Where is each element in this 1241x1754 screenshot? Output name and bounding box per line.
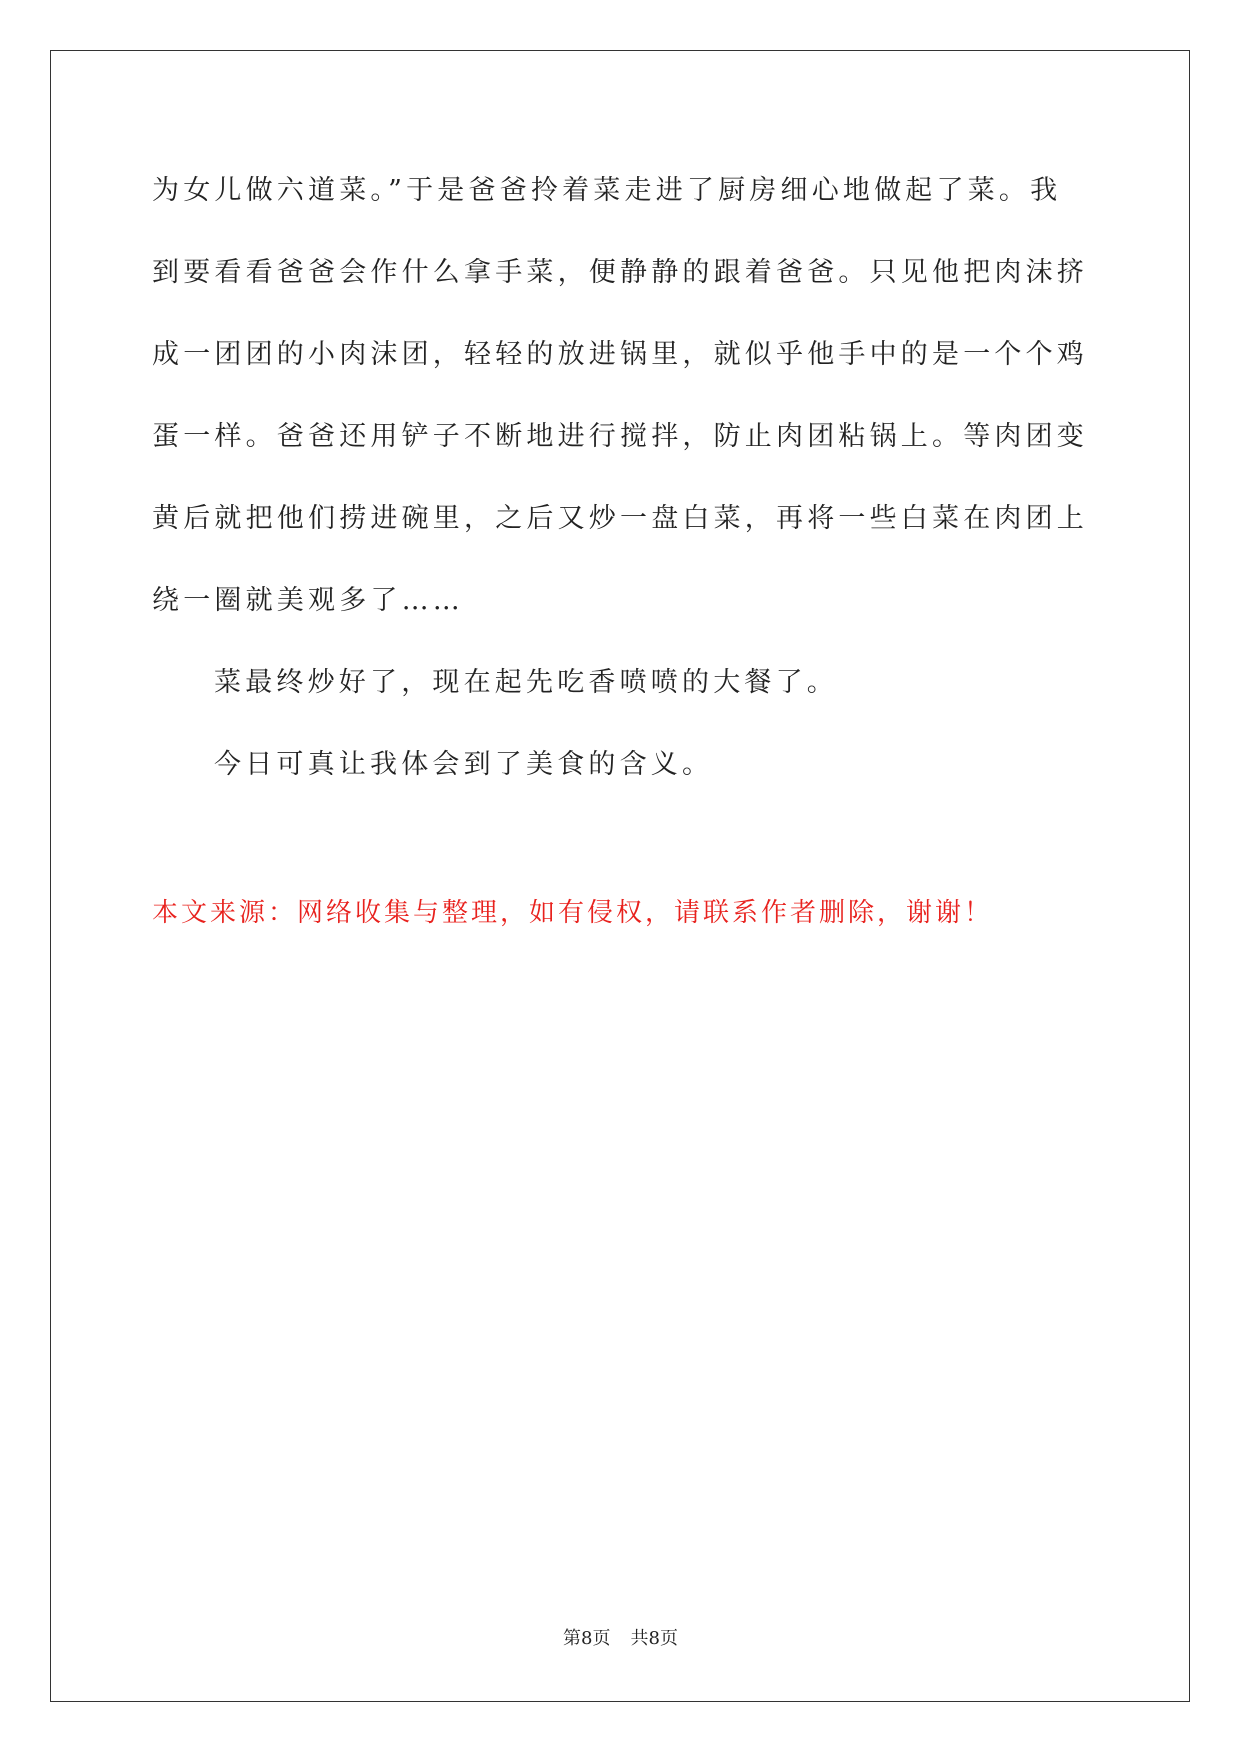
source-disclaimer: 本文来源：网络收集与整理，如有侵权，请联系作者删除，谢谢！: [152, 898, 994, 928]
page-footer: [0, 1627, 1241, 1651]
page-number-current: 第8页: [563, 1628, 611, 1649]
paragraph: 菜最终炒好了，现在起先吃香喷喷的大餐了。: [214, 667, 838, 698]
text-line: 绕一圈就美观多了……: [152, 585, 464, 616]
text-line: 成一团团的小肉沫团，轻轻的放进锅里，就似乎他手中的是一个个鸡: [152, 339, 1088, 370]
text-line: 为女儿做六道菜。”于是爸爸拎着菜走进了厨房细心地做起了菜。我: [152, 175, 1062, 206]
text-line: 蛋一样。爸爸还用铲子不断地进行搅拌，防止肉团粘锅上。等肉团变: [152, 421, 1088, 452]
document-body: [152, 162, 1092, 818]
paragraph: 今日可真让我体会到了美食的含义。: [214, 749, 714, 780]
text-line: 黄后就把他们捞进碗里，之后又炒一盘白菜，再将一些白菜在肉团上: [152, 503, 1088, 534]
text-line: 到要看看爸爸会作什么拿手菜，便静静的跟着爸爸。只见他把肉沫挤: [152, 257, 1088, 288]
page-number-total: 共8页: [630, 1628, 678, 1649]
